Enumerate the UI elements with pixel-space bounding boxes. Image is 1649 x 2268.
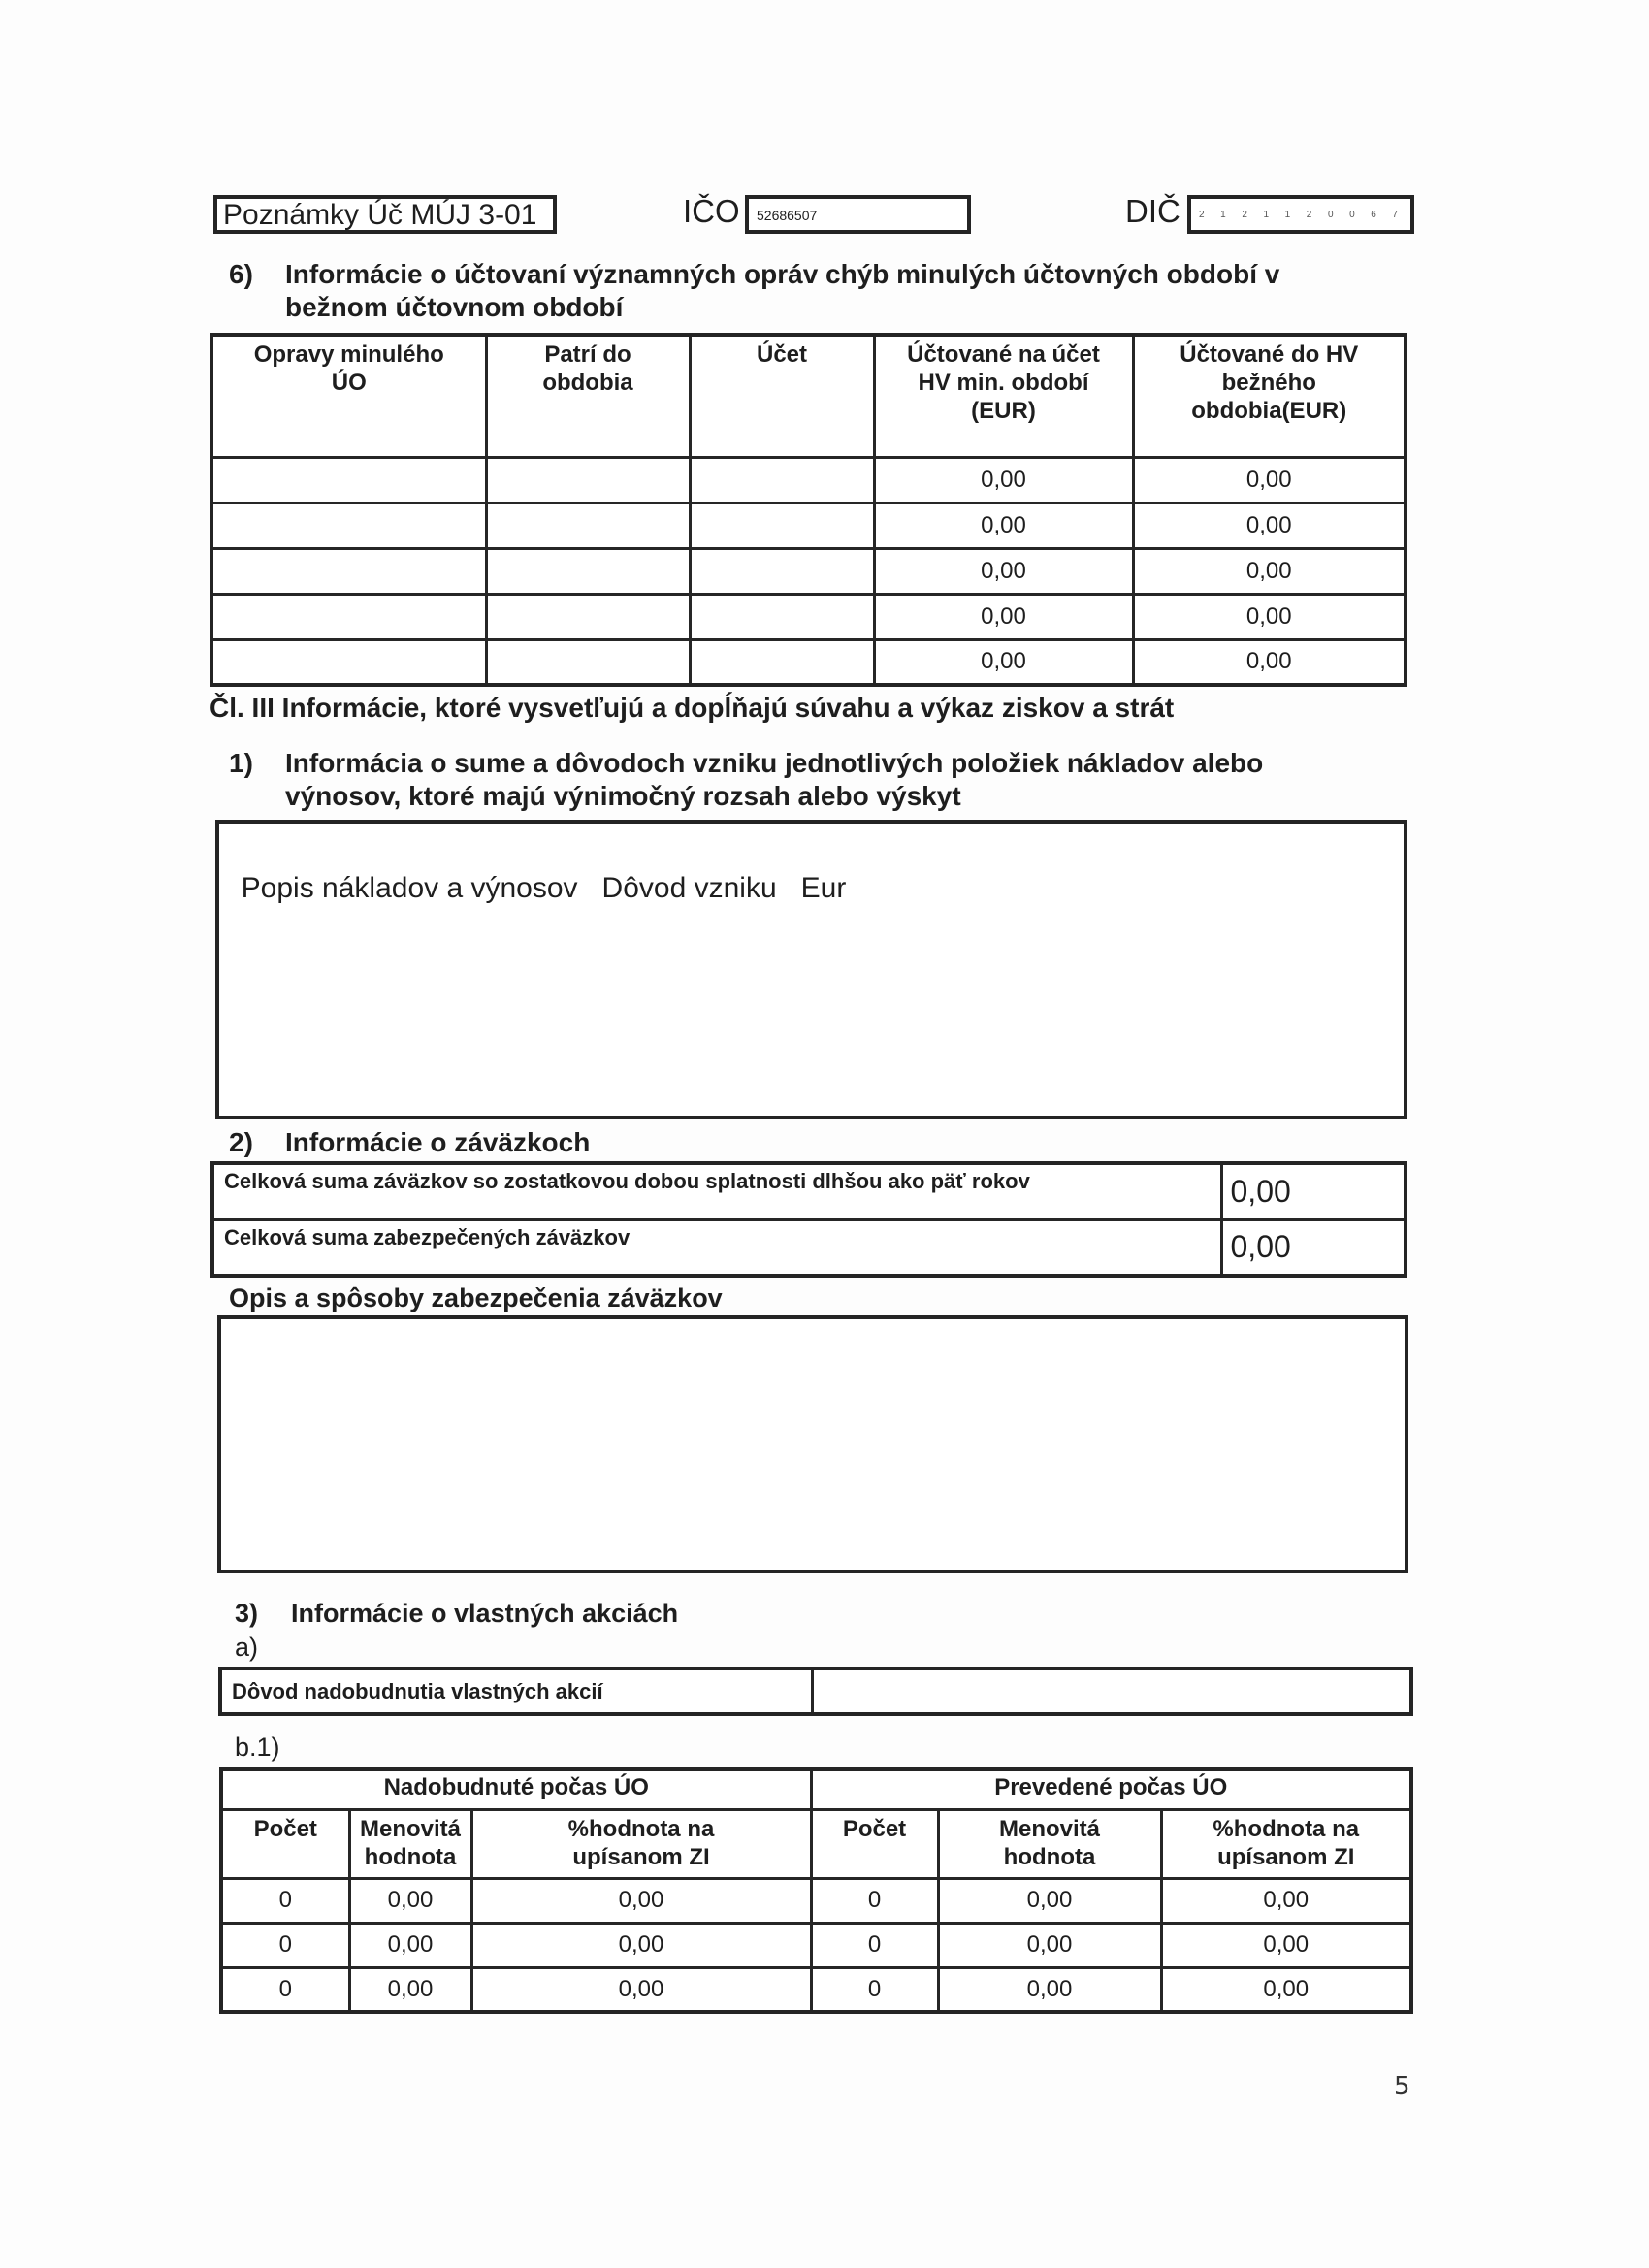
cell-pocet[interactable]: 0: [811, 1967, 938, 2012]
col-header-hv-min: Účtované na účet HV min. období (EUR): [874, 335, 1133, 457]
cell-oprava[interactable]: [211, 548, 486, 594]
col-header-pocet: Počet: [221, 1809, 349, 1878]
cell-hv-bezne[interactable]: 0,00: [1133, 639, 1406, 685]
section6-title-line1: Informácie o účtovaní významných opráv chýb minulých účtovných období v: [285, 259, 1280, 289]
section1-heading: [229, 747, 1263, 813]
dovod-value[interactable]: [812, 1669, 1411, 1714]
cell-obdobie[interactable]: [486, 502, 690, 548]
section3-number: 3): [235, 1599, 259, 1628]
column-header-row: [221, 1809, 1411, 1878]
cell-hv-min[interactable]: 0,00: [874, 548, 1133, 594]
cell-percent[interactable]: 0,00: [471, 1923, 811, 1967]
cell-percent[interactable]: 0,00: [1161, 1923, 1411, 1967]
cell-ucet[interactable]: [690, 548, 874, 594]
table-row: [221, 1878, 1411, 1923]
cell-hv-min[interactable]: 0,00: [874, 457, 1133, 502]
table-row: [211, 594, 1406, 639]
dovod-label: Dôvod nadobudnutia vlastných akcií: [220, 1669, 812, 1714]
cell-menovita[interactable]: 0,00: [349, 1878, 471, 1923]
col-header-ucet: Účet: [690, 335, 874, 457]
section3a-label: a): [235, 1633, 259, 1662]
section6-number: 6): [229, 259, 253, 289]
cell-hv-min[interactable]: 0,00: [874, 639, 1133, 685]
cell-menovita[interactable]: 0,00: [938, 1923, 1161, 1967]
row-label: Celková suma zabezpečených záväzkov: [212, 1219, 1221, 1276]
dic-digit: 2: [1199, 210, 1205, 220]
dic-digit: 0: [1327, 210, 1334, 220]
cell-hv-bezne[interactable]: 0,00: [1133, 457, 1406, 502]
cell-percent[interactable]: 0,00: [1161, 1878, 1411, 1923]
cell-oprava[interactable]: [211, 594, 486, 639]
dic-digit: 6: [1371, 210, 1376, 220]
cell-ucet[interactable]: [690, 502, 874, 548]
table-row: [212, 1219, 1406, 1276]
group-header-prevedene: Prevedené počas ÚO: [811, 1769, 1411, 1809]
cell-pocet[interactable]: 0: [221, 1967, 349, 2012]
section2-number: 2): [229, 1127, 253, 1157]
cell-oprava[interactable]: [211, 457, 486, 502]
table-row: [211, 457, 1406, 502]
dic-digit: 1: [1220, 210, 1226, 220]
col-header-hv-bezne: Účtované do HV bežného obdobia(EUR): [1133, 335, 1406, 457]
cell-obdobie[interactable]: [486, 639, 690, 685]
cell-hv-bezne[interactable]: 0,00: [1133, 594, 1406, 639]
cell-hv-bezne[interactable]: 0,00: [1133, 502, 1406, 548]
opis-textbox[interactable]: [217, 1315, 1408, 1573]
cell-percent[interactable]: 0,00: [471, 1878, 811, 1923]
col-header-opravy: Opravy minulého ÚO: [211, 335, 486, 457]
row-label: Celková suma záväzkov so zostatkovou dobou splatnosti dlhšou ako päť rokov: [212, 1163, 1221, 1219]
cell-ucet[interactable]: [690, 639, 874, 685]
cell-hv-min[interactable]: 0,00: [874, 594, 1133, 639]
cell-obdobie[interactable]: [486, 457, 690, 502]
form-title-box: [213, 195, 557, 234]
cell-pocet[interactable]: 0: [221, 1923, 349, 1967]
table-row: [211, 502, 1406, 548]
opis-heading: Opis a spôsoby zabezpečenia záväzkov: [229, 1283, 723, 1312]
dic-digit: 1: [1284, 210, 1291, 220]
table-row: [221, 1967, 1411, 2012]
section3-title: Informácie o vlastných akciách: [291, 1599, 679, 1628]
dic-digit: 2: [1242, 210, 1247, 220]
cell-hv-bezne[interactable]: 0,00: [1133, 548, 1406, 594]
cell-ucet[interactable]: [690, 594, 874, 639]
table-row: [220, 1669, 1411, 1714]
section6-title-line2: bežnom účtovnom období: [285, 292, 624, 322]
dic-field[interactable]: [1187, 195, 1414, 234]
section2-table: [210, 1161, 1407, 1278]
section6-header-row: [211, 335, 1406, 457]
table-row: [211, 639, 1406, 685]
table-row: [212, 1163, 1406, 1219]
dic-digit: 0: [1349, 210, 1355, 220]
section3-heading: [235, 1597, 678, 1630]
col-header-percent: %hodnota na upísanom ZI: [1161, 1809, 1411, 1878]
row-value[interactable]: 0,00: [1221, 1219, 1406, 1276]
cell-oprava[interactable]: [211, 502, 486, 548]
table-row: [221, 1923, 1411, 1967]
dic-digit: 1: [1263, 210, 1270, 220]
section1-number: 1): [229, 748, 253, 778]
col-header-pocet: Počet: [811, 1809, 938, 1878]
cell-oprava[interactable]: [211, 639, 486, 685]
page-number: 5: [1394, 2072, 1410, 2101]
cell-pocet[interactable]: 0: [811, 1923, 938, 1967]
cell-obdobie[interactable]: [486, 548, 690, 594]
ico-label: IČO: [683, 193, 740, 229]
table-row: [211, 548, 1406, 594]
cell-obdobie[interactable]: [486, 594, 690, 639]
section6-heading: [229, 258, 1279, 324]
section6-table: [210, 333, 1407, 687]
dic-digits: [1199, 199, 1398, 232]
ico-value: 52686507: [757, 208, 818, 223]
row-value[interactable]: 0,00: [1221, 1163, 1406, 1219]
ico-field[interactable]: [745, 195, 971, 234]
col-header-percent: %hodnota na upísanom ZI: [471, 1809, 811, 1878]
cell-pocet[interactable]: 0: [811, 1878, 938, 1923]
section1-box-text: Popis nákladov a výnosov Dôvod vzniku Eur: [241, 872, 847, 904]
section1-title-line2: výnosov, ktoré majú výnimočný rozsah alebo výskyt: [285, 781, 961, 811]
dic-digit: 7: [1392, 210, 1398, 220]
cell-menovita[interactable]: 0,00: [349, 1967, 471, 2012]
cell-hv-min[interactable]: 0,00: [874, 502, 1133, 548]
group-header-nadobudnute: Nadobudnuté počas ÚO: [221, 1769, 811, 1809]
col-header-menovita: Menovitá hodnota: [349, 1809, 471, 1878]
cell-ucet[interactable]: [690, 457, 874, 502]
cell-percent[interactable]: 0,00: [1161, 1967, 1411, 2012]
form-title: Poznámky Úč MÚJ 3-01: [223, 199, 537, 231]
cell-menovita[interactable]: 0,00: [349, 1923, 471, 1967]
cell-pocet[interactable]: 0: [221, 1878, 349, 1923]
col-header-menovita: Menovitá hodnota: [938, 1809, 1161, 1878]
cell-menovita[interactable]: 0,00: [938, 1967, 1161, 2012]
section3b1-table: [219, 1767, 1413, 2014]
section2-title: Informácie o záväzkoch: [285, 1127, 591, 1157]
section2-heading: [229, 1126, 590, 1159]
section1-textbox[interactable]: [215, 820, 1407, 1119]
dic-label: DIČ: [1125, 193, 1180, 229]
col-header-obdobie: Patrí do obdobia: [486, 335, 690, 457]
dic-digit: 2: [1306, 210, 1312, 220]
group-header-row: [221, 1769, 1411, 1809]
cell-menovita[interactable]: 0,00: [938, 1878, 1161, 1923]
section3b1-label: b.1): [235, 1733, 280, 1762]
section1-title-line1: Informácia o sume a dôvodoch vzniku jednotlivých položiek nákladov alebo: [285, 748, 1264, 778]
cell-percent[interactable]: 0,00: [471, 1967, 811, 2012]
article3-heading: Čl. III Informácie, ktoré vysvetľujú a dopĺňajú súvahu a výkaz ziskov a strát: [210, 693, 1175, 723]
section3a-table: [218, 1667, 1413, 1716]
